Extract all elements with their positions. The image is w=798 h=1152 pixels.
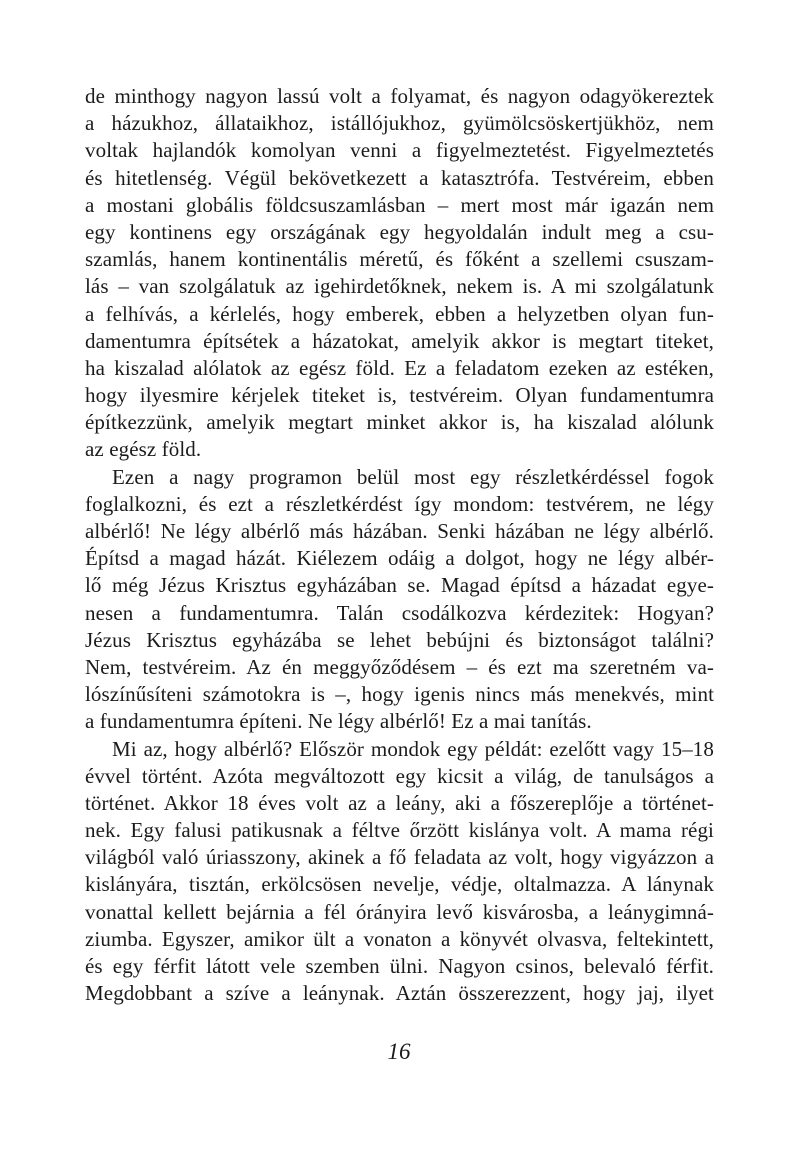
text-line: lő még Jézus Krisztus egyházában se. Magad építsd a házadat egye- xyxy=(85,573,714,598)
text-line: Építsd a magad házát. Kiélezem odáig a dolgot, hogy ne légy albér- xyxy=(85,546,714,571)
text-line: Nem, testvéreim. Az én meggyőződésem – és ezt ma szeretném va- xyxy=(85,654,714,679)
text-line: a házukhoz, állataikhoz, istállójukhoz, gyümölcsöskertjükhöz, nem xyxy=(85,111,714,136)
text-line: damentumra építsétek a házatokat, amelyik akkor is megtart titeket, xyxy=(85,328,714,353)
body-text xyxy=(85,83,714,1007)
text-line: hogy ilyesmire kérjelek titeket is, testvéreim. Olyan fundamentumra xyxy=(85,383,714,408)
text-line: lószínűsíteni számotokra is –, hogy igenis nincs más menekvés, mint xyxy=(85,682,714,707)
text-line: nesen a fundamentumra. Talán csodálkozva kérdezitek: Hogyan? xyxy=(85,600,714,625)
text-line: kislányára, tisztán, erkölcsösen nevelje, védje, oltalmazza. A lánynak xyxy=(85,872,714,897)
text-line: de minthogy nagyon lassú volt a folyamat, és nagyon odagyökereztek xyxy=(85,84,714,108)
paragraph xyxy=(85,83,714,464)
text-line: albérlő! Ne légy albérlő más házában. Senki házában ne légy albérlő. xyxy=(85,519,714,543)
text-line: Mi az, hogy albérlő? Először mondok egy példát: ezelőtt vagy 15–18 xyxy=(112,736,714,761)
text-line: Jézus Krisztus egyházába se lehet bebújni és biztonságot találni? xyxy=(85,627,714,652)
text-line: Ezen a nagy programon belül most egy részletkérdéssel fogok xyxy=(112,464,714,489)
text-line: lás – van szolgálatuk az igehirdetőknek, nekem is. A mi szolgálatunk xyxy=(85,274,714,299)
text-line: a fundamentumra építeni. Ne légy albérlő! Ez a mai tanítás. xyxy=(85,709,592,734)
text-line: és hitetlenség. Végül bekövetkezett a katasztrófa. Testvéreim, ebben xyxy=(85,165,714,190)
text-line: az egész föld. xyxy=(85,437,202,462)
paragraph xyxy=(85,464,714,736)
paragraph xyxy=(85,736,714,1008)
text-line: a felhívás, a kérlelés, hogy emberek, ebben a helyzetben olyan fun- xyxy=(85,301,714,326)
text-line: foglalkozni, és ezt a részletkérdést így mondom: testvérem, ne légy xyxy=(85,491,714,516)
text-line: és egy férfit látott vele szemben ülni. Nagyon csinos, belevaló férfit. xyxy=(85,954,714,978)
page-number: 16 xyxy=(387,1039,411,1064)
text-line: vonattal kellett bejárnia a fél órányira levő kisvárosba, a leánygimná- xyxy=(85,899,714,924)
text-line: nek. Egy falusi patikusnak a féltve őrzött kislánya volt. A mama régi xyxy=(85,818,714,843)
text-line: a mostani globális földcsuszamlásban – mert most már igazán nem xyxy=(85,192,714,217)
text-line: történet. Akkor 18 éves volt az a leány, aki a főszereplője a történet- xyxy=(85,790,714,815)
text-line: ha kiszalad alólatok az egész föld. Ez a feladatom ezeken az estéken, xyxy=(85,355,714,380)
text-line: egy kontinens egy országának egy hegyoldalán indult meg a csu- xyxy=(85,219,714,244)
text-line: Megdobbant a szíve a leánynak. Aztán összerezzent, hogy jaj, ilyet xyxy=(85,981,714,1006)
text-line: ziumba. Egyszer, amikor ült a vonaton a könyvét olvasva, feltekintett, xyxy=(85,926,714,951)
text-line: évvel történt. Azóta megváltozott egy kicsit a világ, de tanulságos a xyxy=(85,763,714,788)
text-line: voltak hajlandók komolyan venni a figyelmeztetést. Figyelmeztetés xyxy=(85,138,714,163)
text-line: világból való úriasszony, akinek a fő feladata az volt, hogy vigyázzon a xyxy=(85,845,714,870)
text-line: építkezzünk, amelyik megtart minket akkor is, ha kiszalad alólunk xyxy=(85,410,714,435)
text-line: szamlás, hanem kontinentális méretű, és főként a szellemi csuszam- xyxy=(85,247,714,272)
